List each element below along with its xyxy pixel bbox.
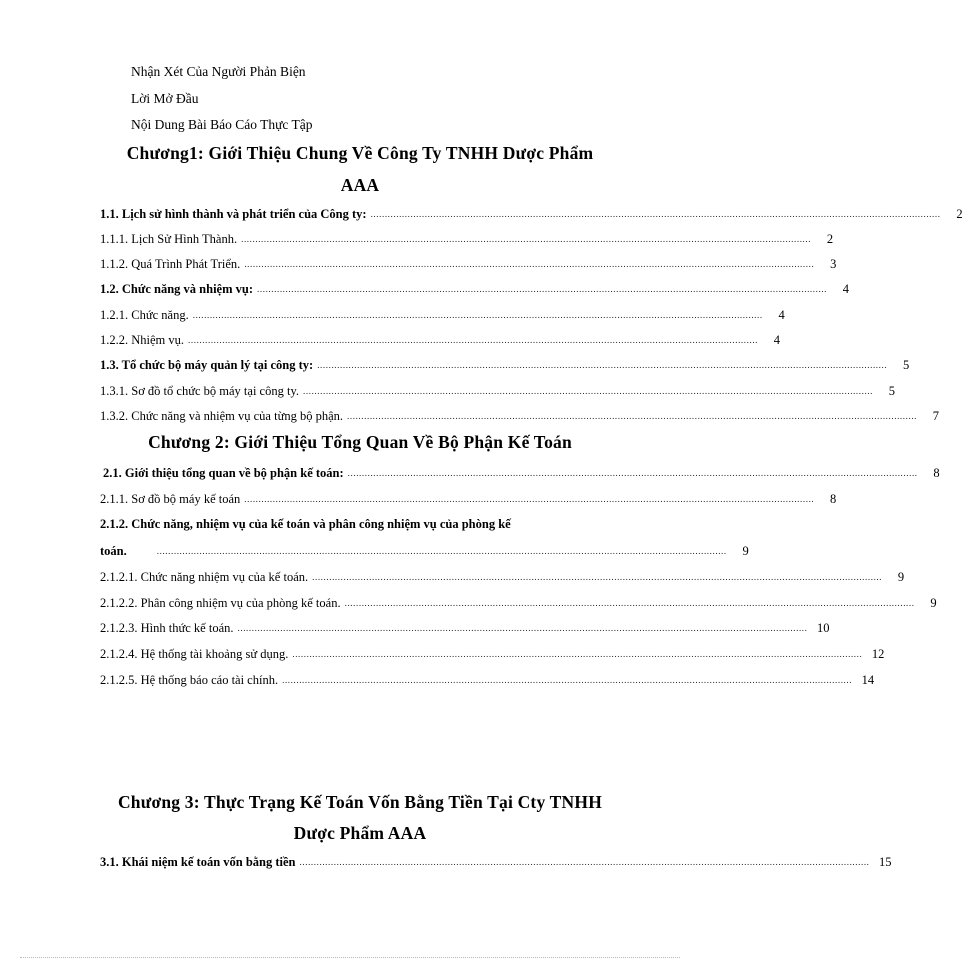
- toc-leader: ........................................................................................................................................................................................................: [317, 360, 888, 370]
- toc-entry: [100, 204, 963, 222]
- chapter-1-title: Chương1: Giới Thiệu Chung Về Công Ty TNHH Dược Phẩm: [126, 143, 594, 163]
- toc-entry-label: 2.1.1. Sơ đồ bộ máy kế toán: [100, 492, 241, 506]
- toc-entry-label: 2.1. Giới thiệu tổng quan về bộ phận kế toán:: [103, 466, 344, 480]
- toc-entry-page: 2: [826, 232, 834, 246]
- toc-leader: ........................................................................................................................................................................................................: [156, 546, 727, 556]
- toc-entry-page: 12: [871, 647, 885, 661]
- toc-entry-label: toán.: [100, 544, 127, 558]
- toc-entry-page: 7: [932, 409, 940, 423]
- toc-front-item: Lời Mở Đầu: [131, 91, 199, 106]
- toc-entry-page: 15: [879, 855, 892, 869]
- toc-entry-page: 9: [930, 596, 937, 610]
- toc-entry-label: 1.1.2. Quá Trình Phát Triển.: [100, 257, 241, 271]
- toc-entry-label: 2.1.2.1. Chức năng nhiệm vụ của kế toán.: [100, 570, 309, 584]
- toc-entry: [100, 279, 850, 297]
- toc-entry-page: 5: [902, 358, 910, 372]
- toc-entry-page: 4: [773, 333, 781, 347]
- toc-front-item: Nhận Xét Của Người Phản Biện: [131, 64, 306, 79]
- toc-leader: ........................................................................................................................................................................................................: [303, 386, 874, 396]
- toc-leader: ........................................................................................................................................................................................................: [188, 335, 759, 345]
- toc-entry-label: 1.3. Tổ chức bộ máy quản lý tại công ty:: [100, 358, 314, 372]
- toc-entry-label: 1.1. Lịch sử hình thành và phát triển của Công ty:: [100, 207, 367, 221]
- toc-leader: ........................................................................................................................................................................................................: [370, 209, 941, 219]
- toc-leader: ........................................................................................................................................................................................................: [192, 310, 763, 320]
- toc-entry: [100, 229, 834, 247]
- toc-leader: ........................................................................................................................................................................................................: [244, 494, 815, 504]
- toc-entry-label-wrapped: 2.1.2. Chức năng, nhiệm vụ của kế toán và phân công nhiệm vụ của phòng kế: [100, 517, 511, 531]
- toc-entry-label: 1.2.1. Chức năng.: [100, 308, 189, 322]
- chapter-1-title-cont: AAA: [340, 175, 380, 195]
- toc-entry: [100, 644, 885, 662]
- toc-leader: ........................................................................................................................................................................................................: [312, 572, 883, 582]
- toc-entry-page: 2: [956, 207, 963, 221]
- toc-leader: ........................................................................................................................................................................................................: [292, 649, 863, 659]
- toc-leader: ........................................................................................................................................................................................................: [241, 234, 812, 244]
- toc-entry-page: 4: [778, 308, 785, 322]
- toc-entry-page: 10: [817, 621, 830, 635]
- toc-leader: ........................................................................................................................................................................................................: [299, 857, 870, 867]
- toc-front-item: Nội Dung Bài Báo Cáo Thực Tập: [131, 117, 313, 132]
- chapter-3-title-cont: Dược Phẩm AAA: [293, 823, 427, 843]
- toc-entry-page: 14: [861, 673, 875, 687]
- toc-entry-label: 1.2. Chức năng và nhiệm vụ:: [100, 282, 254, 296]
- toc-entry: [103, 463, 940, 481]
- toc-entry-label: 2.1.2.2. Phân công nhiệm vụ của phòng kế toán.: [100, 596, 341, 610]
- toc-entry: [100, 567, 905, 585]
- toc-entry: [100, 670, 875, 688]
- toc-entry: [100, 355, 910, 373]
- toc-leader: ........................................................................................................................................................................................................: [244, 259, 815, 269]
- toc-entry: [100, 489, 837, 507]
- toc-entry-page: 5: [888, 384, 896, 398]
- toc-entry-label: 3.1. Khái niệm kế toán vốn bằng tiền: [100, 855, 296, 869]
- toc-entry-label: 2.1.2.5. Hệ thống báo cáo tài chính.: [100, 673, 279, 687]
- toc-entry-page: 8: [830, 492, 837, 506]
- toc-leader: ........................................................................................................................................................................................................: [257, 284, 828, 294]
- toc-leader: ........................................................................................................................................................................................................: [344, 598, 915, 608]
- toc-entry: [100, 381, 896, 399]
- toc-entry: [100, 541, 749, 559]
- toc-entry-page: 9: [742, 544, 749, 558]
- toc-entry: [100, 305, 785, 323]
- toc-entry-label: 1.3.1. Sơ đồ tổ chức bộ máy tại công ty.: [100, 384, 300, 398]
- chapter-2-title: Chương 2: Giới Thiệu Tổng Quan Về Bộ Phận Kế Toán: [148, 432, 572, 452]
- page-bottom-rule: [20, 957, 680, 958]
- chapter-3-title: Chương 3: Thực Trạng Kế Toán Vốn Bằng Tiền Tại Cty TNHH: [117, 792, 603, 812]
- toc-entry-page: 9: [897, 570, 905, 584]
- toc-entry: [100, 618, 830, 636]
- toc-entry: [100, 254, 837, 272]
- toc-leader: ........................................................................................................................................................................................................: [282, 675, 853, 685]
- toc-entry-label: 1.1.1. Lịch Sử Hình Thành.: [100, 232, 238, 246]
- toc-entry: [100, 406, 940, 424]
- toc-leader: ........................................................................................................................................................................................................: [237, 623, 808, 633]
- toc-entry-label: 2.1.2.4. Hệ thống tài khoảng sử dụng.: [100, 647, 289, 661]
- toc-leader: ........................................................................................................................................................................................................: [347, 411, 918, 421]
- toc-leader: ........................................................................................................................................................................................................: [347, 468, 918, 478]
- toc-entry: [100, 593, 937, 611]
- toc-entry: [100, 852, 892, 870]
- toc-entry-page: 4: [842, 282, 850, 296]
- toc-entry-label: 2.1.2.3. Hình thức kế toán.: [100, 621, 234, 635]
- toc-entry-page: 8: [933, 466, 940, 480]
- toc-entry: [100, 330, 781, 348]
- toc-entry-page: 3: [830, 257, 837, 271]
- toc-entry-label: 1.3.2. Chức năng và nhiệm vụ của từng bộ phận.: [100, 409, 344, 423]
- toc-entry-label: 1.2.2. Nhiệm vụ.: [100, 333, 185, 347]
